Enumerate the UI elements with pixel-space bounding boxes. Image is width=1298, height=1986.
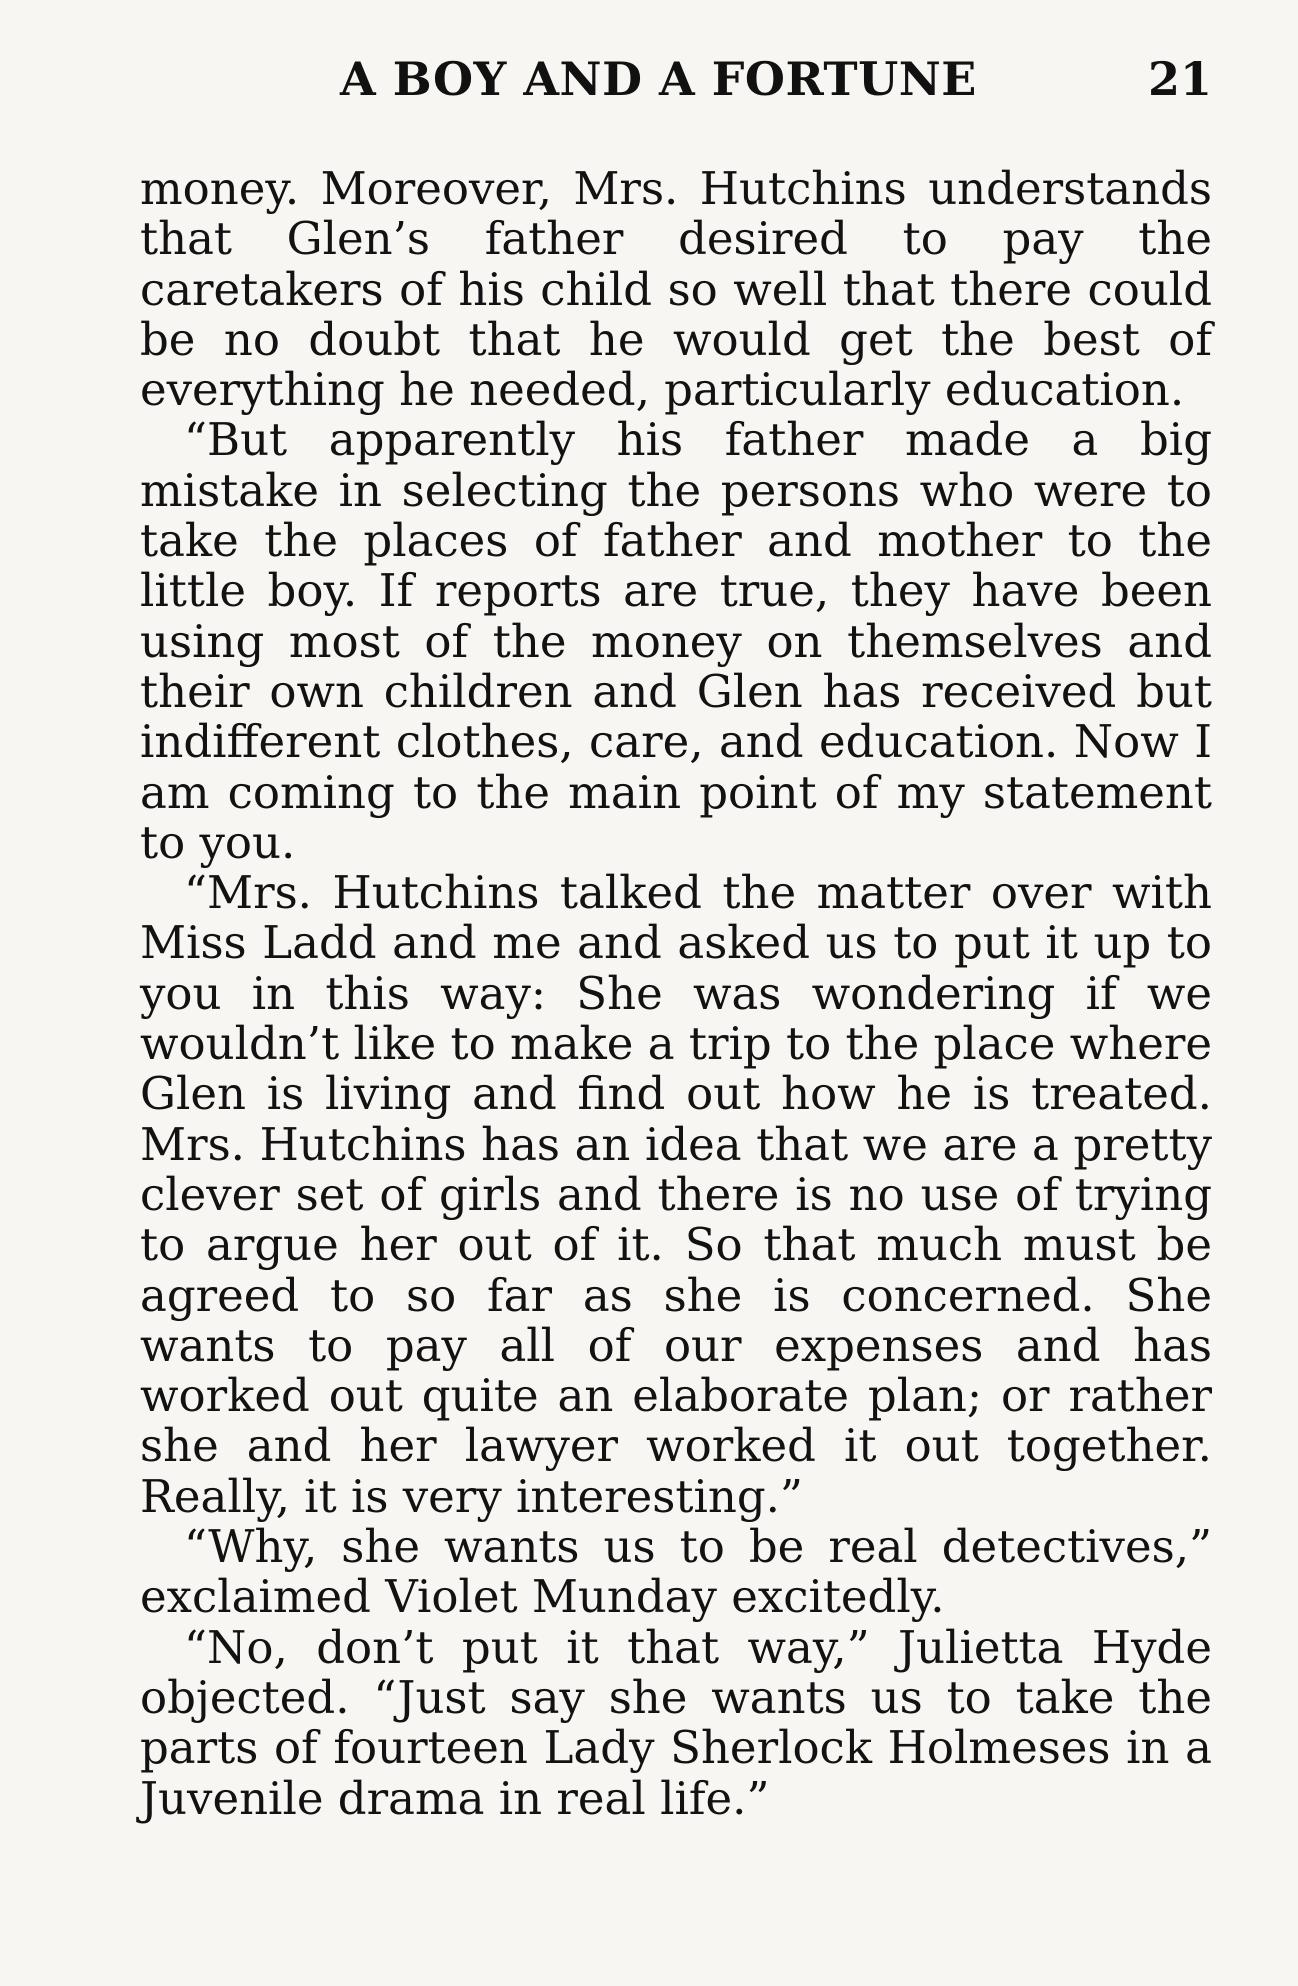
page-number: 21 [1147, 52, 1212, 106]
paragraph: “Mrs. Hutchins talked the matter over with Miss Ladd and me and asked us to put it up to you in this way: She was wondering if we wouldn’t like to make a trip to the place where Glen is living and find out how he is treated. Mrs. Hutchins has an idea that we are a pretty clever set of girls and there is no use of trying to argue her out of it. So that much must be agreed to so far as she is concerned. She wants to pay all of our expenses and has worked out quite an elaborate plan; or rather she and her lawyer worked it out together. Really, it is very interesting.” [140, 866, 1212, 1523]
running-title: A BOY AND A FORTUNE [340, 52, 977, 106]
body-text [140, 164, 1212, 1824]
paragraph-continuation: money. Moreover, Mrs. Hutchins understands that Glen’s father desired to pay the caretakers of his child so well that there could be no doubt that he would get the best of everything he needed, particularly education. [140, 162, 1212, 417]
paragraph: “Why, she wants us to be real detectives,” exclaimed Violet Munday excitedly. [140, 1520, 1212, 1624]
paragraph: “But apparently his father made a big mistake in selecting the persons who were to take the places of father and mother to the little boy. If reports are true, they have been using most of the money on themselves and their own children and Glen has received but indifferent clothes, care, and education. Now I am coming to the main point of my statement to you. [140, 413, 1212, 869]
running-head [140, 52, 1212, 122]
paragraph: “No, don’t put it that way,” Julietta Hyde objected. “Just say she wants us to take the parts of fourteen Lady Sherlock Holmeses in a Juvenile drama in real life.” [140, 1620, 1212, 1825]
